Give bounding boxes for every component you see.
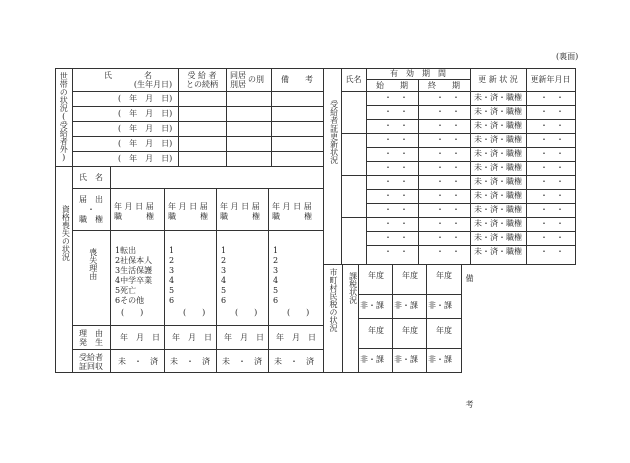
renewal-status-cell: 未・済・職権 (474, 163, 522, 172)
tax-status-5: 非・課 (394, 355, 418, 364)
renewal-start-cell: ・ ・ (384, 219, 408, 228)
tax-status-6: 非・課 (428, 355, 452, 364)
renewal-date-cell: ・ ・ (540, 205, 564, 214)
loss-row-name-label: 氏 名 (79, 173, 103, 182)
loss-row-occur-1: 理 由 (79, 329, 103, 338)
loss-reason-num-4-1: 1 (273, 246, 279, 255)
renewal-end-cell: ・ ・ (436, 177, 460, 186)
loss-notice-date-4: 年 月 日 届 (272, 202, 312, 211)
renewal-col-start: 始 期 (376, 81, 408, 90)
loss-notice-date-1: 年 月 日 届 (114, 202, 154, 211)
renewal-status-cell: 未・済・職権 (474, 219, 522, 228)
renewal-date-cell: ・ ・ (540, 149, 564, 158)
loss-row-card-2: 証回収 (79, 362, 103, 371)
loss-reason-num-4-6: 6 (273, 296, 279, 305)
loss-reason-num-4-5: 5 (273, 286, 279, 295)
renewal-end-cell: ・ ・ (436, 233, 460, 242)
loss-reason-1: 1転出 (115, 246, 137, 255)
household-col-remarks: 備 考 (281, 75, 313, 84)
loss-row-notice-2: ・ (87, 205, 95, 214)
renewal-date-cell: ・ ・ (540, 233, 564, 242)
renewal-start-cell: ・ ・ (384, 121, 408, 130)
loss-reason-num-3-2: 2 (221, 256, 227, 265)
tax-year-5: 年度 (402, 326, 418, 335)
renewal-status-cell: 未・済・職権 (474, 205, 522, 214)
loss-occur-date-1: 年 月 日 (120, 333, 160, 342)
household-col-living-1: 同居 (230, 71, 246, 80)
renewal-start-cell: ・ ・ (384, 191, 408, 200)
renewal-start-cell: ・ ・ (384, 177, 408, 186)
renewal-status-cell: 未・済・職権 (474, 233, 522, 242)
renewal-start-cell: ・ ・ (384, 135, 408, 144)
loss-reason-paren-4: ( ) (287, 308, 310, 317)
tax-year-3: 年度 (436, 271, 452, 280)
renewal-status-cell: 未・済・職権 (474, 149, 522, 158)
renewal-start-cell: ・ ・ (384, 163, 408, 172)
loss-row-notice-3: 職 権 (79, 215, 103, 224)
household-col-relation-1: 受 給 者 (187, 71, 217, 80)
household-row-5-date: ( 年 月 日) (118, 154, 173, 163)
loss-card-status-2: 未 ・ 済 (170, 357, 210, 366)
household-row-2-date: ( 年 月 日) (118, 109, 173, 118)
renewal-col-end: 終 期 (428, 81, 460, 90)
loss-reason-num-3-5: 5 (221, 286, 227, 295)
tax-sub-label: 課税状況 (348, 272, 358, 304)
loss-reason-num-2-4: 4 (169, 276, 175, 285)
loss-reason-6: 6その他 (115, 296, 145, 305)
renewal-status-cell: 未・済・職権 (474, 121, 522, 130)
renewal-col-status: 更 新 状 況 (478, 75, 518, 84)
household-col-living-2: 別居 (230, 80, 246, 89)
loss-reason-num-4-3: 3 (273, 266, 279, 275)
renewal-date-cell: ・ ・ (540, 163, 564, 172)
renewal-end-cell: ・ ・ (436, 163, 460, 172)
loss-reason-5: 5死亡 (115, 286, 137, 295)
page-side-label: (裏面) (556, 52, 579, 61)
tax-section-label: 市町村民税の状況 (329, 268, 338, 332)
loss-occur-date-2: 年 月 日 (172, 333, 212, 342)
renewal-start-cell: ・ ・ (384, 247, 408, 256)
household-col-relation-2: との続柄 (186, 80, 218, 89)
renewal-start-cell: ・ ・ (384, 149, 408, 158)
tax-year-1: 年度 (368, 271, 384, 280)
renewal-col-name: 氏名 (345, 75, 362, 84)
renewal-status-cell: 未・済・職権 (474, 93, 522, 102)
loss-reason-num-2-1: 1 (169, 246, 175, 255)
loss-reason-paren-1: ( ) (121, 308, 144, 317)
renewal-date-cell: ・ ・ (540, 247, 564, 256)
loss-row-notice-1: 届 出 (79, 195, 103, 204)
renewal-date-cell: ・ ・ (540, 177, 564, 186)
loss-notice-auth-4: 職 権 (272, 212, 312, 221)
renewal-end-cell: ・ ・ (436, 205, 460, 214)
renewal-end-cell: ・ ・ (436, 107, 460, 116)
renewal-status-cell: 未・済・職権 (474, 135, 522, 144)
renewal-status-cell: 未・済・職権 (474, 191, 522, 200)
household-section-label: 世帯の状況(受給者外) (59, 72, 69, 162)
renewal-end-cell: ・ ・ (436, 149, 460, 158)
renewal-status-cell: 未・済・職権 (474, 247, 522, 256)
loss-card-status-4: 未 ・ 済 (274, 357, 314, 366)
loss-row-card-1: 受給者 (79, 353, 103, 362)
tax-remarks-label: 備 考 (465, 274, 474, 463)
renewal-end-cell: ・ ・ (436, 247, 460, 256)
renewal-date-cell: ・ ・ (540, 93, 564, 102)
loss-occur-date-4: 年 月 日 (276, 333, 316, 342)
household-col-birth: (生年月日) (133, 80, 173, 89)
loss-reason-num-3-6: 6 (221, 296, 227, 305)
loss-notice-auth-1: 職 権 (114, 212, 154, 221)
renewal-end-cell: ・ ・ (436, 135, 460, 144)
loss-row-reason-label: 喪失理由 (88, 248, 98, 280)
tax-status-2: 非・課 (394, 301, 418, 310)
loss-reason-num-3-1: 1 (221, 246, 227, 255)
tax-year-6: 年度 (436, 326, 452, 335)
loss-card-status-3: 未 ・ 済 (222, 357, 262, 366)
loss-reason-num-3-3: 3 (221, 266, 227, 275)
loss-reason-num-2-2: 2 (169, 256, 175, 265)
household-row-4-date: ( 年 月 日) (118, 139, 173, 148)
renewal-status-cell: 未・済・職権 (474, 107, 522, 116)
household-col-name: 氏 名 (104, 71, 152, 80)
renewal-status-cell: 未・済・職権 (474, 177, 522, 186)
renewal-start-cell: ・ ・ (384, 205, 408, 214)
loss-reason-paren-2: ( ) (183, 308, 206, 317)
loss-reason-num-4-4: 4 (273, 276, 279, 285)
loss-reason-4: 4中学卒業 (115, 276, 153, 285)
renewal-col-renew-date: 更新年月日 (530, 75, 571, 84)
renewal-date-cell: ・ ・ (540, 135, 564, 144)
renewal-date-cell: ・ ・ (540, 107, 564, 116)
loss-reason-num-2-6: 6 (169, 296, 175, 305)
loss-notice-date-2: 年 月 日 届 (168, 202, 208, 211)
loss-reason-num-4-2: 2 (273, 256, 279, 265)
renewal-section-label: 受給者証更新状況 (329, 100, 339, 164)
loss-occur-date-3: 年 月 日 (224, 333, 264, 342)
renewal-start-cell: ・ ・ (384, 93, 408, 102)
loss-row-occur-2: 発 生 (79, 338, 103, 347)
loss-section-label: 資格喪失の状況 (61, 205, 71, 261)
loss-notice-date-3: 年 月 日 届 (220, 202, 260, 211)
renewal-col-valid: 有 効 期 間 (390, 69, 446, 78)
loss-reason-num-3-4: 4 (221, 276, 227, 285)
loss-reason-paren-3: ( ) (235, 308, 258, 317)
loss-reason-3: 3生活保護 (115, 266, 153, 275)
tax-year-4: 年度 (368, 326, 384, 335)
renewal-date-cell: ・ ・ (540, 121, 564, 130)
renewal-end-cell: ・ ・ (436, 191, 460, 200)
loss-card-status-1: 未 ・ 済 (118, 357, 158, 366)
loss-reason-num-2-5: 5 (169, 286, 175, 295)
renewal-date-cell: ・ ・ (540, 219, 564, 228)
renewal-end-cell: ・ ・ (436, 219, 460, 228)
household-row-3-date: ( 年 月 日) (118, 124, 173, 133)
renewal-end-cell: ・ ・ (436, 93, 460, 102)
household-col-living-3: の別 (248, 75, 264, 84)
loss-reason-num-2-3: 3 (169, 266, 175, 275)
household-row-1-date: ( 年 月 日) (118, 94, 173, 103)
renewal-start-cell: ・ ・ (384, 107, 408, 116)
loss-notice-auth-2: 職 権 (168, 212, 208, 221)
tax-status-1: 非・課 (360, 301, 384, 310)
renewal-date-cell: ・ ・ (540, 191, 564, 200)
renewal-start-cell: ・ ・ (384, 233, 408, 242)
tax-year-2: 年度 (402, 271, 418, 280)
loss-notice-auth-3: 職 権 (220, 212, 260, 221)
renewal-end-cell: ・ ・ (436, 121, 460, 130)
tax-status-3: 非・課 (428, 301, 452, 310)
loss-reason-2: 2社保本人 (115, 256, 153, 265)
tax-status-4: 非・課 (360, 355, 384, 364)
